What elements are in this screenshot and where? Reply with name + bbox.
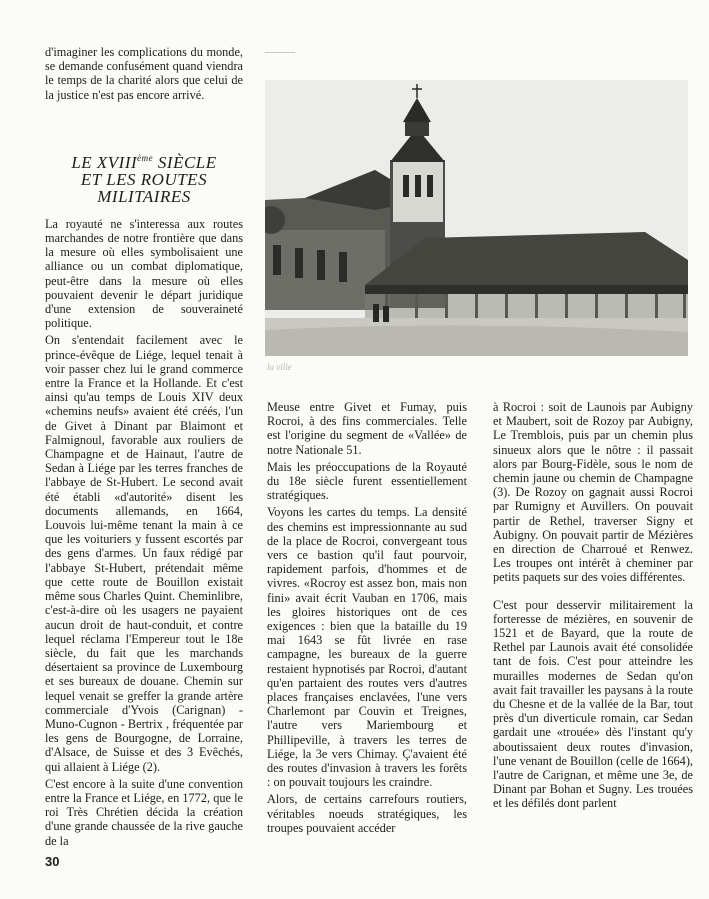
paragraph: La royauté ne s'interessa aux routes marchandes de notre frontière que dans la mesure où elles symbolisaient une alliance ou un combat diplomatique, peut-être dans la mesure où elles pouvaient devenir le départ juridique d'une extension de souveraineté politique. bbox=[45, 216, 243, 331]
column-right bbox=[493, 400, 693, 814]
heading-line1-sup: ème bbox=[137, 152, 154, 163]
paragraph-gap bbox=[493, 588, 693, 598]
heading-line1-post: SIÈCLE bbox=[153, 152, 217, 172]
photo-caption: la ville bbox=[267, 362, 292, 372]
paragraph: C'est encore à la suite d'une convention entre la France et Liége, en 1772, que le roi Très Chrétien décida la création d'une grande chaussée de la rive gauche de la bbox=[45, 776, 243, 848]
heading-line3: MILITAIRES bbox=[97, 186, 191, 206]
photo-illustration bbox=[265, 80, 688, 356]
top-rule bbox=[265, 52, 295, 53]
heading-line2: ET LES ROUTES bbox=[80, 169, 208, 189]
page-number: 30 bbox=[45, 854, 60, 869]
church-and-market-hall-photo bbox=[265, 80, 688, 356]
paragraph: à Rocroi : soit de Launois par Aubigny et Maubert, soit de Rozoy par Aubigny, Le Tremblois, puis par un chemin plus sinueux alors que le nôtre : il passait alors par Bourg-Fidèle, sous le nom de chemin jaune ou chemin de Champagne (3). De Rozoy on gagnait aussi Rocroi par Rumigny et Auvillers. On pouvait partir de Rethel, traverser Signy et Aubigny. On pouvait partir de Mézières en direction de Charroué et Renwez. Les troupes ont intérêt à cheminer par petits paquets sur des voies différentes. bbox=[493, 400, 693, 585]
paragraph: Voyons les cartes du temps. La densité des chemins est impressionnante au sud de la place de Rocroi, convergeant tous vers ce bastion qu'il faut pourvoir, rapidement parfois, d'hommes et de vivres. «Rocroy est assez bon, mais non fini» avait écrit Vauban en 1706, mais les gloires historiques ont de ces exigences : bien que la bataille du 19 mai 1643 se fût livrée en rase campagne, les bureaux de la guerre restaient hypnotisés par Rocroi, d'autant qu'en partaient des routes vers d'autres places françaises enclavées, l'une vers Charlemont par Couvin et Treignes, l'autre vers Mariembourg et Phillipeville, à travers les terres de Liége, la 3e vers Chimay. Ç'avaient été des routes d'invasion à travers les forêts : on pouvait toujours les craindre. bbox=[267, 505, 467, 790]
paragraph: On s'entendait facilement avec le prince-évêque de Liége, lequel tenait à voir passer chez lui le grand commerce entre la France et la Hollande. Et c'est ainsi qu'au temps de Louis XIV deux «chemins neufs» avaient été créés, l'un de Givet à Dinant par Blaimont et Falmignoul, favorable aux rouliers de Champagne et de Hainaut, l'autre de Sedan à Liége par les terres franches de l'abbaye de St-Hubert. Le second avait été établi «d'autorité» disent les documents allemands, en 1664, Louvois lui-même tenant la main à ce que les voituriers y fussent escortés par des gens d'armes. Un faux rédigé par l'abbaye St-Hubert, prétendait même que cette route de Bouillon existait même sous Charles Quint. Cheminlibre, c'est-à-dire où les usagers ne payaient aucun droit de haut-conduit, et contre lequel réclama l'Empereur tout le 18e siècle, du fait que les marchands désertaient sa province de Luxembourg et ses bureaux de douane. Chemin sur lequel venait se greffer la grande artère commerciale d'Yvois (Carignan) - Muno-Cugnon - Bertrix , fréquentée par les gens de Bourgogne, de Lorraine, d'Alsace, de Suisse et des 3 Evêchés, qui allaient à Liége (2). bbox=[45, 333, 243, 774]
paragraph: Mais les préoccupations de la Royauté du 18e siècle furent essentiellement stratégiques. bbox=[267, 459, 467, 503]
paragraph: Meuse entre Givet et Fumay, puis Rocroi, à des fins commerciales. Telle est l'origine du segment de «Vallée» de notre Nationale 51. bbox=[267, 400, 467, 457]
paragraph: C'est pour desservir militairement la forteresse de mézières, en souvenir de 1521 et de Bayard, que la route de Rethel par Launois avait été consolidée tant de fois. C'est pour atteindre les murailles modernes de Sedan qu'on avait fait travailler les paysans à la route du Chesne et de la vallée de la Bar, tout près d'un diverticule romain, car Sedan gardait une «trouée» dès l'instant qu'y aboutissaient deux routes d'invasion, l'une venant de Bouillon (celle de 1664), l'autre de Carignan, et même une 3e, de Dinant par Bohan et Sugny. Les trouées et les défilés dont parlent bbox=[493, 597, 693, 811]
paragraph: Alors, de certains carrefours routiers, véritables noeuds stratégiques, les troupes pouvaient accéder bbox=[267, 792, 467, 835]
heading-line1-pre: LE XVIII bbox=[71, 152, 138, 172]
column-left bbox=[45, 45, 243, 851]
intro-paragraph: d'imaginer les complications du monde, se demande confusément quand viendra le temps de la charité alors que celui de la justice n'est pas encore arrivé. bbox=[45, 45, 243, 102]
column-middle bbox=[267, 400, 467, 838]
section-heading bbox=[45, 150, 243, 205]
